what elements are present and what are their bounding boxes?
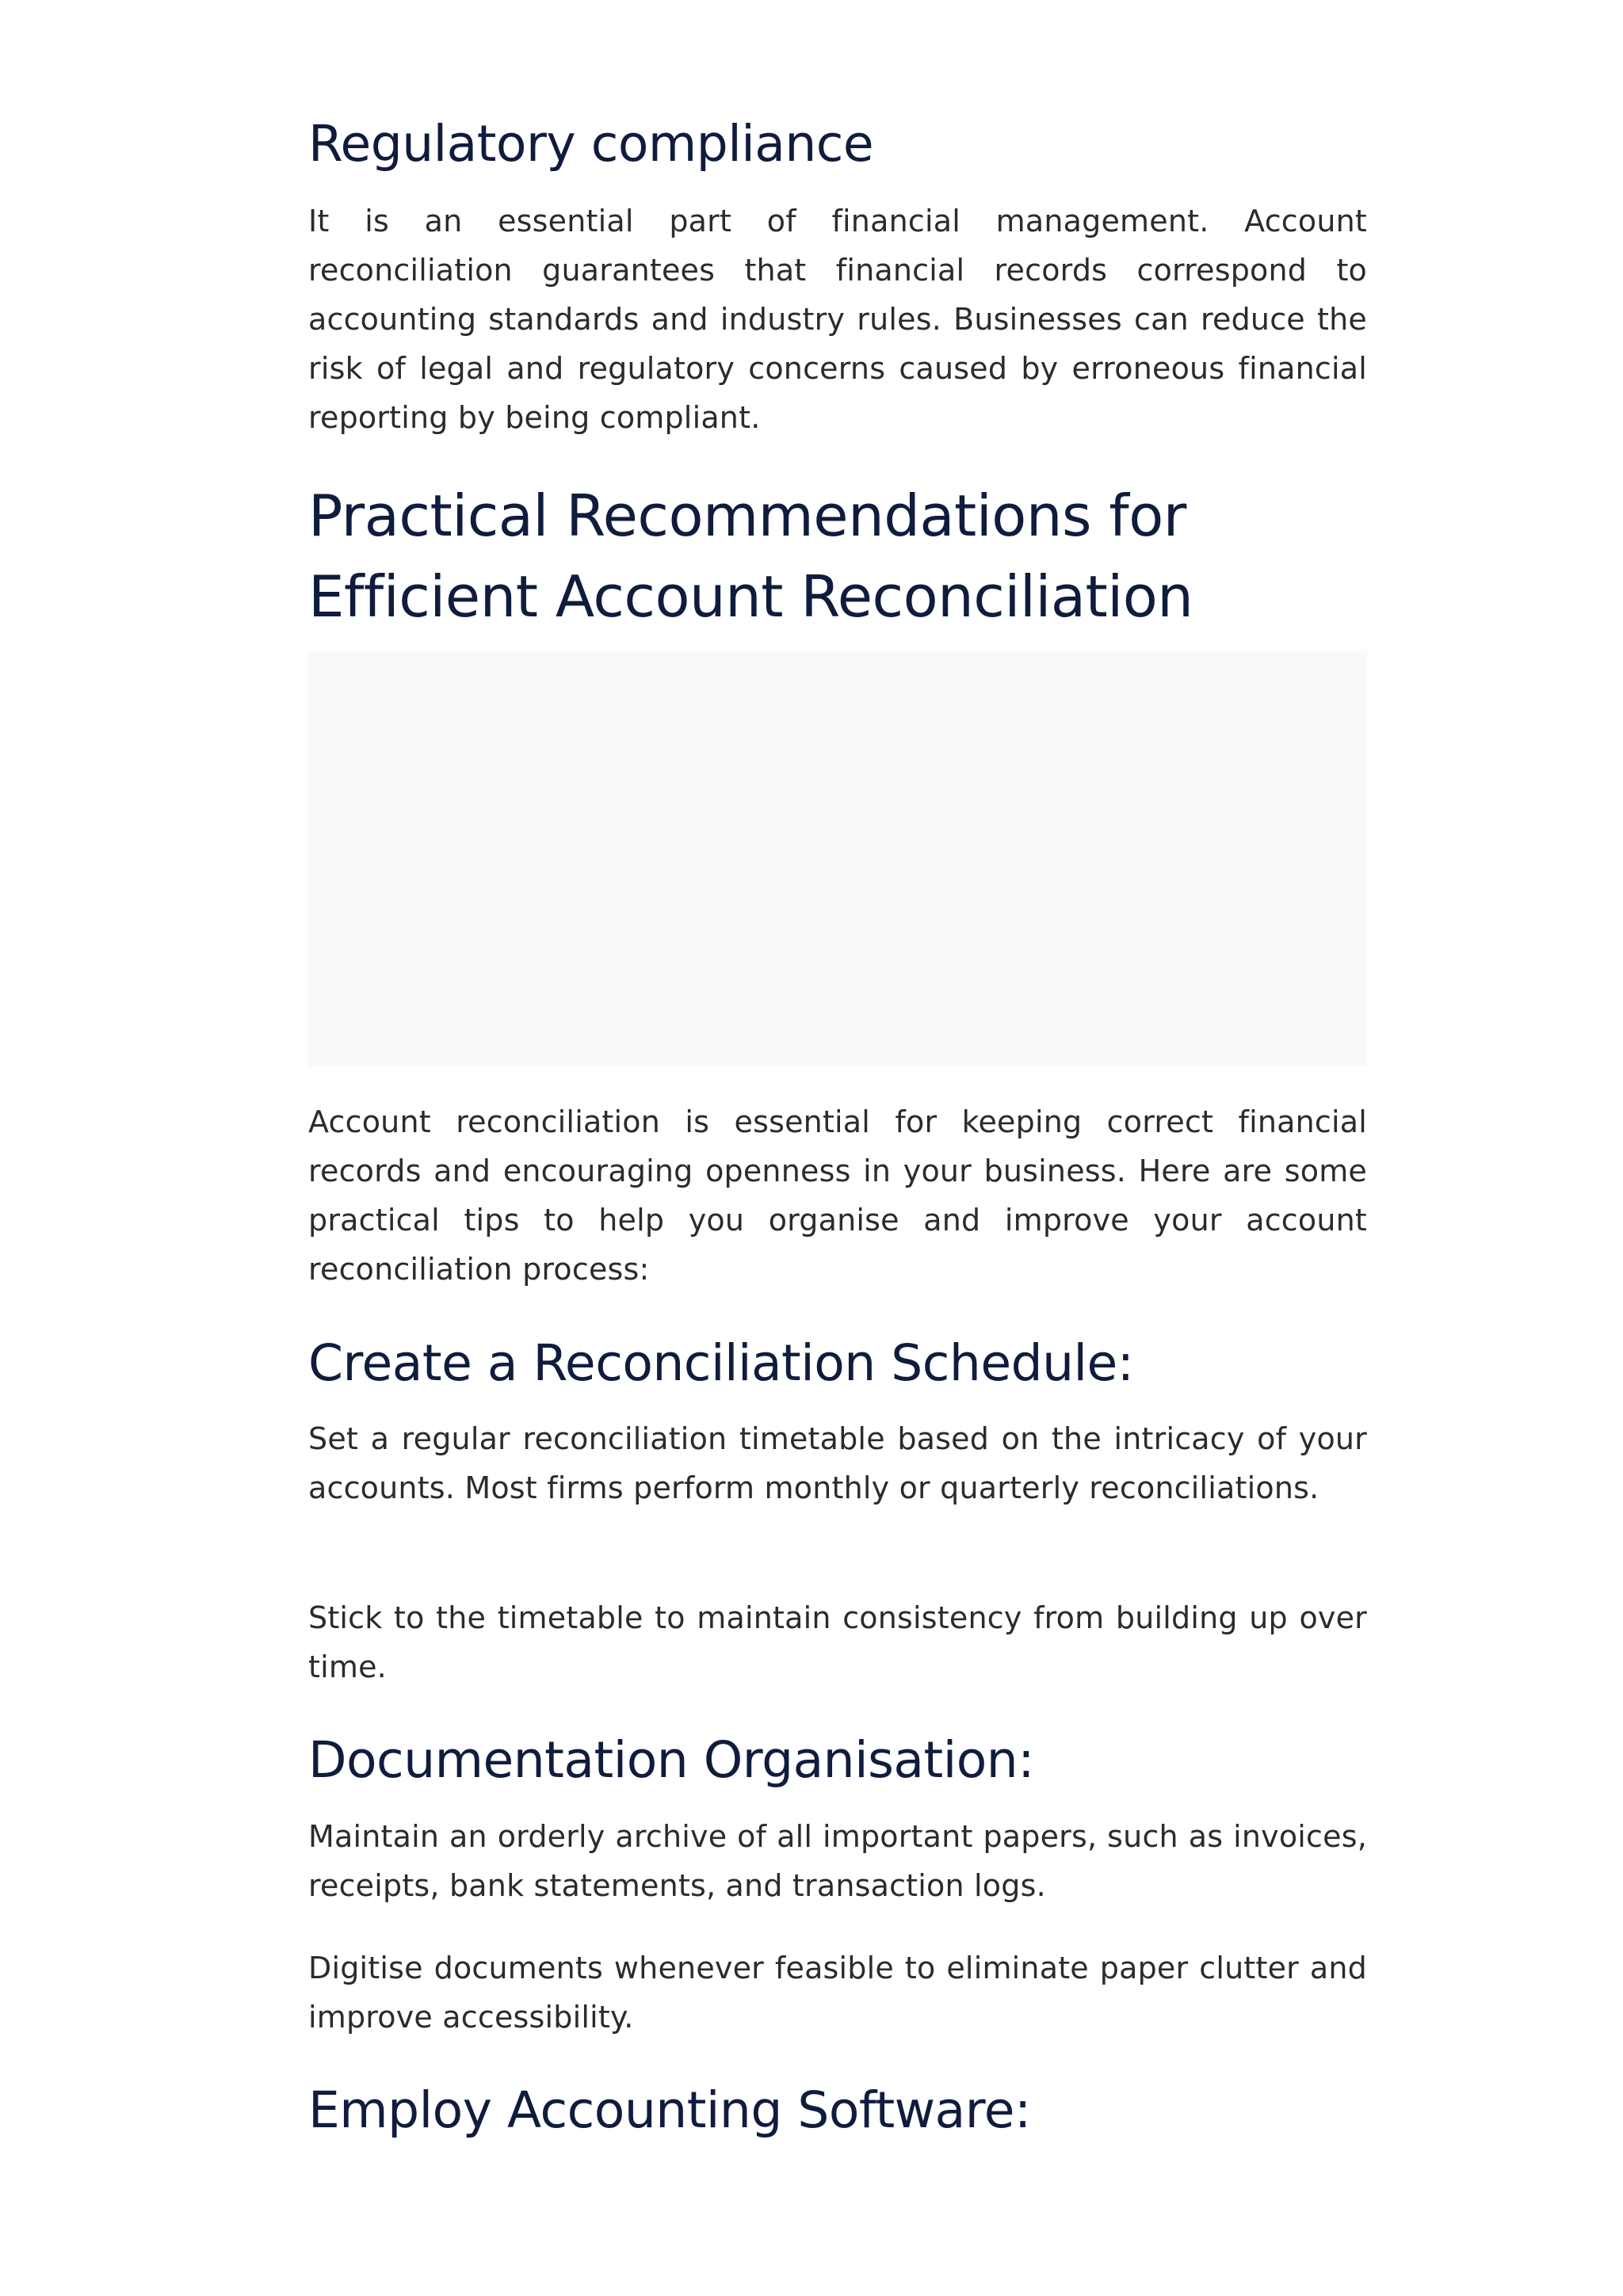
documentation-paragraph-2: Digitise documents whenever feasible to eliminate paper clutter and improve accessibility. [308, 1951, 1367, 2035]
practical-recommendations-heading: Practical Recommendations for Efficient Account Reconciliation [308, 482, 1193, 630]
accounting-software-heading: Employ Accounting Software: [308, 2081, 1031, 2139]
regulatory-compliance-heading: Regulatory compliance [308, 115, 874, 173]
article-image-placeholder [308, 651, 1367, 1066]
documentation-paragraph-1: Maintain an orderly archive of all important papers, such as invoices, receipts, bank statements, and transaction logs. [308, 1819, 1367, 1903]
reconciliation-schedule-heading: Create a Reconciliation Schedule: [308, 1334, 1134, 1392]
schedule-paragraph-2: Stick to the timetable to maintain consistency from building up over time. [308, 1600, 1367, 1684]
regulatory-compliance-paragraph: It is an essential part of financial management. Account reconciliation guarantees that financial records correspond to accounting standards and industry rules. Businesses can reduce the risk of legal and regulatory concerns caused by erroneous financial reporting by being compliant. [308, 204, 1367, 435]
documentation-organisation-heading: Documentation Organisation: [308, 1731, 1034, 1789]
recommendations-intro-paragraph: Account reconciliation is essential for keeping correct financial records and encouraging openness in your business. Here are some practical tips to help you organise and improve your account reconciliation process: [308, 1104, 1367, 1287]
schedule-paragraph-1: Set a regular reconciliation timetable based on the intricacy of your accounts. Most firms perform monthly or quarterly reconciliations. [308, 1421, 1367, 1505]
